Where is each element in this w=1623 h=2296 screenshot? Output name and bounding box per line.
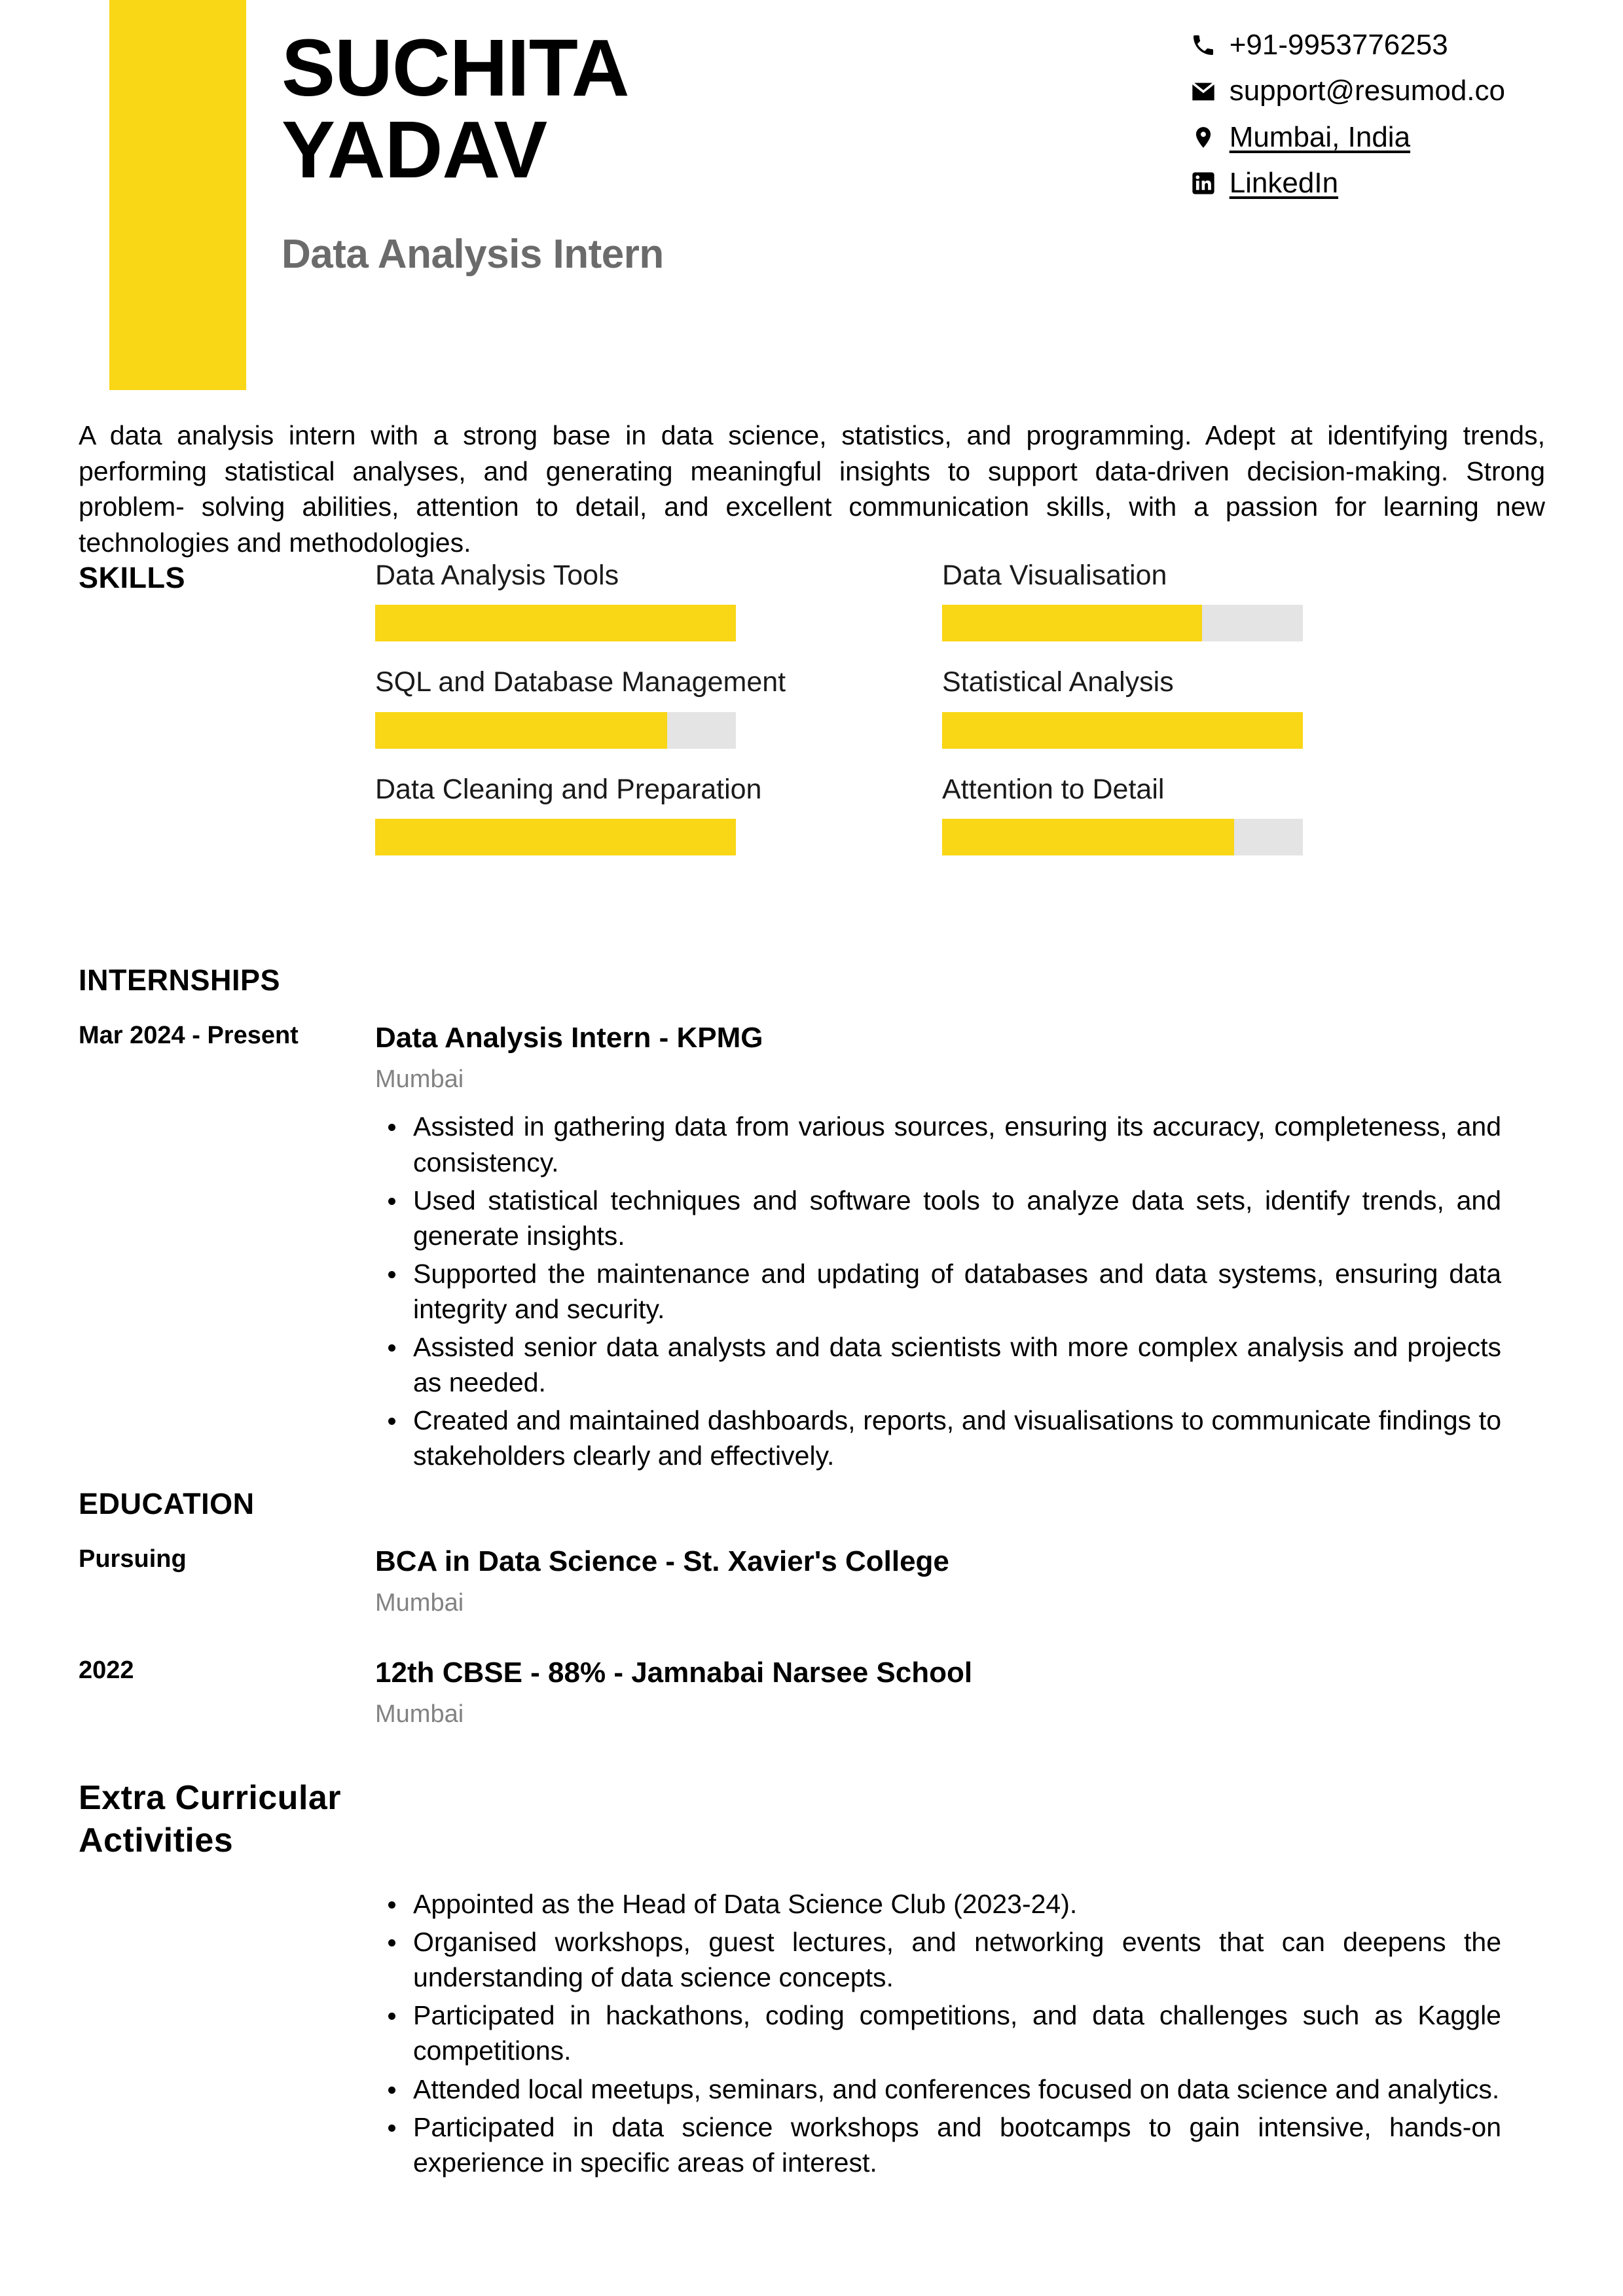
skill-item-statistical-analysis	[942, 666, 1303, 748]
skill-bar-fill	[375, 819, 736, 855]
skill-bar-fill	[942, 712, 1303, 749]
education-title: 12th CBSE - 88% - Jamnabai Narsee School	[375, 1657, 973, 1689]
internship-location: Mumbai	[375, 1065, 464, 1093]
extra-curricular-heading: Extra Curricular Activities	[79, 1779, 342, 1859]
skill-row	[375, 774, 1305, 855]
skill-bar-track	[942, 819, 1303, 855]
skill-label: SQL and Database Management	[375, 666, 786, 698]
first-name: SUCHITA	[282, 24, 629, 113]
skill-bar-fill	[942, 605, 1202, 641]
list-item: Supported the maintenance and updating of databases and data systems, ensuring data integrity and security.	[413, 1256, 1501, 1327]
contact-block	[1188, 29, 1505, 214]
skill-bar-track	[942, 605, 1303, 641]
skill-item-data-analysis-tools	[375, 560, 736, 641]
last-name: YADAV	[282, 105, 547, 196]
skill-label: Statistical Analysis	[942, 666, 1174, 698]
skill-bar-track	[375, 819, 736, 855]
professional-summary: A data analysis intern with a strong base in data science, statistics, and programming. Adept at identifying trends, performing statistical analyses, and generating meaningful insights to support data-driven decision-making. Strong problem- solving abilities, attention to detail, and excellent communication skills, with a passion for learning new technologies and methodologies.	[79, 420, 1545, 558]
skill-row	[375, 666, 1305, 748]
education-date: Pursuing	[79, 1545, 187, 1573]
extra-curricular-body	[375, 1777, 1501, 2180]
contact-location[interactable]	[1188, 122, 1505, 153]
skill-label: Data Visualisation	[942, 560, 1167, 591]
skill-item-attention-to-detail	[942, 774, 1303, 855]
skill-item-data-cleaning-and-preparation	[375, 773, 762, 855]
skills-grid	[375, 560, 1305, 880]
internship-bullets	[375, 1109, 1501, 1473]
linkedin-icon	[1188, 169, 1219, 198]
list-item: Participated in hackathons, coding competitions, and data challenges such as Kaggle competitions.	[413, 1998, 1501, 2068]
internship-date: Mar 2024 - Present	[79, 1022, 299, 1049]
internship-title: Data Analysis Intern - KPMG	[375, 1022, 763, 1054]
education-date: 2022	[79, 1657, 134, 1685]
skill-item-sql-and-database-management	[375, 666, 786, 748]
education-title: BCA in Data Science - St. Xavier's College	[375, 1545, 949, 1577]
skill-label: Attention to Detail	[942, 773, 1165, 805]
location-text[interactable]: Mumbai, India	[1229, 120, 1411, 153]
resume-header	[0, 0, 1623, 406]
phone-icon	[1188, 31, 1219, 60]
education-entry	[0, 1656, 1623, 1729]
internship-entry	[0, 962, 1623, 1473]
location-pin-icon	[1188, 123, 1219, 152]
accent-bar	[109, 0, 246, 390]
education-location: Mumbai	[375, 1588, 464, 1617]
skill-bar-fill	[375, 712, 667, 749]
job-title: Data Analysis Intern	[282, 231, 664, 277]
education-section	[0, 1486, 1623, 1768]
skill-label: Data Cleaning and Preparation	[375, 773, 762, 805]
name-block	[282, 24, 1002, 278]
extra-curricular-bullets	[375, 1886, 1501, 2180]
email-text: support@resumod.co	[1229, 75, 1505, 107]
phone-text: +91-9953776253	[1229, 29, 1448, 61]
skills-section	[0, 560, 1623, 900]
skill-bar-track	[942, 712, 1303, 749]
education-body	[375, 1545, 1501, 1618]
skill-bar-fill	[375, 605, 736, 641]
list-item: Used statistical techniques and software tools to analyze data sets, identify trends, and generate insights.	[413, 1183, 1501, 1253]
skill-bar-track	[375, 712, 736, 749]
skill-item-data-visualisation	[942, 560, 1303, 641]
contact-phone	[1188, 29, 1505, 61]
skill-row	[375, 560, 1305, 641]
skill-label: Data Analysis Tools	[375, 560, 619, 591]
education-heading: EDUCATION	[79, 1487, 255, 1520]
education-body	[375, 1656, 1501, 1729]
skill-bar-track	[375, 605, 736, 641]
contact-linkedin[interactable]	[1188, 168, 1505, 199]
list-item: Assisted in gathering data from various sources, ensuring its accuracy, completeness, and consistency.	[413, 1109, 1501, 1179]
extra-curricular-section	[0, 1777, 1623, 2183]
linkedin-text[interactable]: LinkedIn	[1229, 167, 1339, 200]
skills-heading: SKILLS	[79, 561, 186, 594]
internships-heading: INTERNSHIPS	[79, 963, 281, 997]
education-entry	[0, 1545, 1623, 1618]
contact-email	[1188, 75, 1505, 107]
list-item: Organised workshops, guest lectures, and networking events that can deepens the understanding of data science concepts.	[413, 1924, 1501, 1995]
list-item: Appointed as the Head of Data Science Club (2023-24).	[413, 1886, 1501, 1922]
list-item: Attended local meetups, seminars, and conferences focused on data science and analytics.	[413, 2072, 1501, 2107]
list-item: Participated in data science workshops and bootcamps to gain intensive, hands-on experience in specific areas of interest.	[413, 2109, 1501, 2180]
internship-body	[375, 1021, 1501, 1473]
envelope-icon	[1188, 77, 1219, 106]
skill-bar-fill	[942, 819, 1234, 855]
list-item: Created and maintained dashboards, reports, and visualisations to communicate findings to stakeholders clearly and effectively.	[413, 1403, 1501, 1473]
list-item: Assisted senior data analysts and data scientists with more complex analysis and projects as needed.	[413, 1329, 1501, 1400]
internships-section	[0, 962, 1623, 1476]
education-location: Mumbai	[375, 1700, 464, 1729]
